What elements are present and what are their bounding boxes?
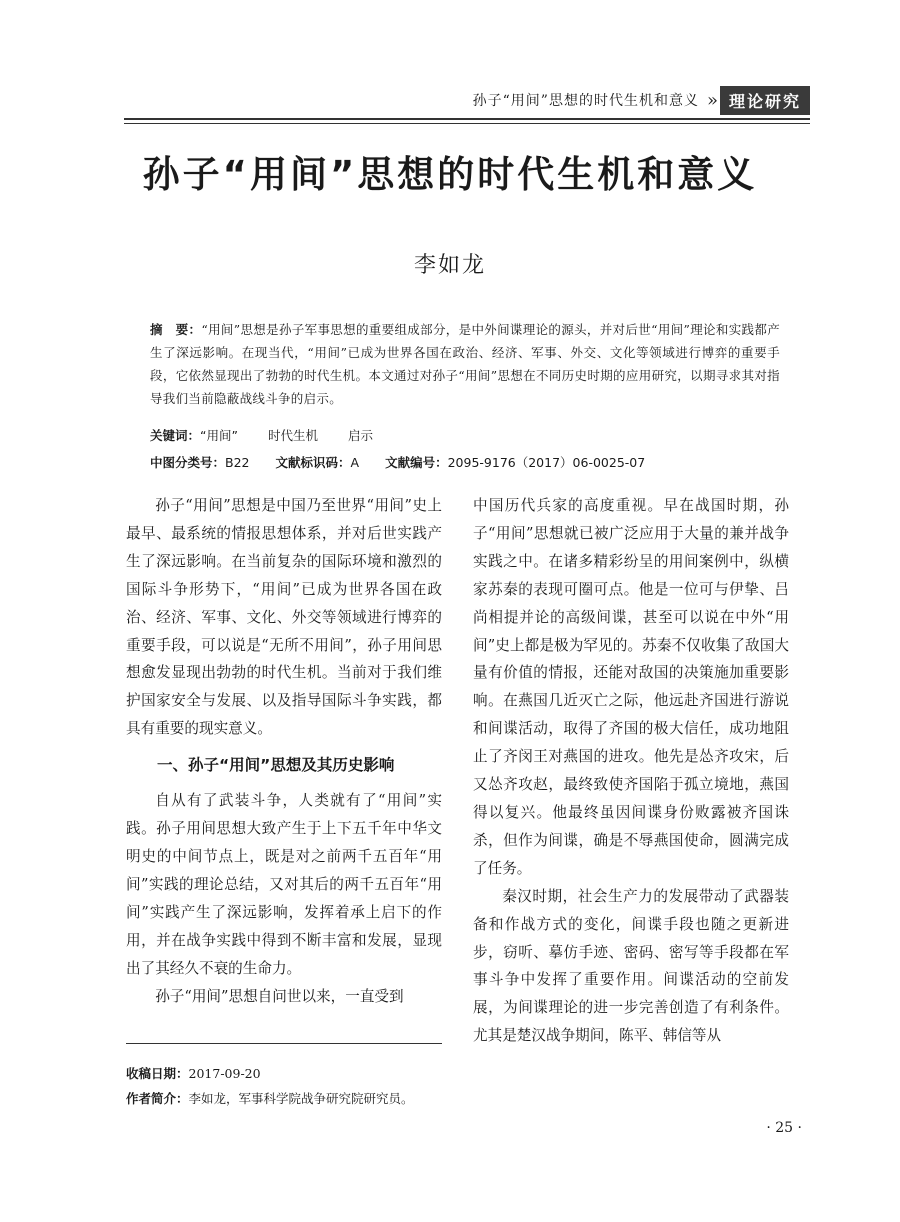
body-paragraph: 孙子“用间”思想自问世以来，一直受到 — [155, 987, 404, 1005]
doc-code-value: A — [350, 455, 360, 470]
author-bio-value: 李如龙，军事科学院战争研究院研究员。 — [188, 1091, 414, 1106]
section-heading: 一、孙子“用间”思想及其历史影响 — [157, 756, 395, 775]
abstract — [150, 318, 780, 410]
abstract-text: “用间”思想是孙子军事思想的重要组成部分，是中外间谍理论的源头，并对后世“用间”理论和实践都产生了深远影响。在现当代，“用间”已成为世界各国在政治、经济、军事、外交、文化等领域进行博弈的重要手段，它依然显现出了勃勃的时代生机。本文通过对孙子“用间”思想在不同历史时期的应用研究，以期寻求其对指导我们当前隐蔽战线斗争的启示。 — [150, 322, 781, 406]
received-label: 收稿日期： — [126, 1066, 189, 1081]
keywords-line — [150, 426, 780, 444]
article-no-label: 文献编号： — [385, 455, 448, 470]
running-title: 孙子“用间”思想的时代生机和意义 — [472, 93, 699, 109]
header-rule-thin — [124, 123, 810, 124]
section-tag: 理论研究 — [720, 86, 810, 115]
classification-line — [150, 453, 780, 471]
keyword: 时代生机 — [267, 428, 318, 443]
received-date-note — [126, 1064, 486, 1082]
body-paragraph: 孙子“用间”思想是中国乃至世界“用间”史上最早、最系统的情报思想体系，并对后世实践产生了深远影响。在当前复杂的国际环境和激烈的国际斗争形势下，“用间”已成为世界各国在政治、经济、军事、文化、外交等领域进行博弈的重要手段，可以说是“无所不用间”，孙子用间思想愈发显现出勃勃的时代生机。当前对于我们维护国家安全与发展、以及指导国际斗争实践，都具有重要的现实意义。 — [126, 497, 442, 738]
keyword: “用间” — [200, 428, 238, 443]
footnote-rule — [126, 1043, 442, 1044]
body-paragraph: 秦汉时期，社会生产力的发展带动了武器装备和作战方式的变化，间谍手段也随之更新进步，窃听、摹仿手迹、密码、密写等手段都在军事斗争中发挥了重要作用。间谍活动的空前发展，为间谍理论的进一步完善创造了有利条件。尤其是楚汉战争期间，陈平、韩信等从 — [473, 887, 789, 1045]
body-paragraph: 自从有了武装斗争，人类就有了“用间”实践。孙子用间思想大致产生于上下五千年中华文明史的中间节点上，既是对之前两千五百年“用间”实践的理论总结，又对其后的两千五百年“用间”实践产生了深远影响，发挥着承上启下的作用，并在战争实践中得到不断丰富和发展，显现出了其经久不衰的生命力。 — [126, 792, 442, 977]
author-bio-label: 作者简介： — [126, 1091, 189, 1106]
doc-code-label: 文献标识码： — [275, 455, 351, 470]
body-column-left — [126, 492, 442, 1010]
keywords-label: 关键词： — [150, 428, 201, 443]
received-value: 2017-09-20 — [188, 1066, 261, 1081]
abstract-label: 摘 要： — [150, 322, 202, 337]
article-title: 孙子“用间”思想的时代生机和意义 — [142, 153, 758, 196]
clc-label: 中图分类号： — [150, 455, 226, 470]
article-no-value: 2095-9176（2017）06-0025-07 — [447, 455, 646, 470]
article-author: 李如龙 — [413, 253, 486, 278]
body-column-right — [473, 492, 789, 1050]
page-number: · 25 · — [766, 1120, 802, 1136]
running-header — [124, 84, 810, 116]
keyword: 启示 — [347, 428, 373, 443]
body-paragraph: 中国历代兵家的高度重视。早在战国时期，孙子“用间”思想就已被广泛应用于大量的兼并战争实践之中。在诸多精彩纷呈的用间案例中，纵横家苏秦的表现可圈可点。他是一位可与伊挚、吕尚相提并论的高级间谍，甚至可以说在中外“用间”史上都是极为罕见的。苏秦不仅收集了敌国大量有价值的情报，还能对敌国的决策施加重要影响。在燕国几近灭亡之际，他远赴齐国进行游说和间谍活动，取得了齐国的极大信任，成功地阻止了齐闵王对燕国的进攻。他先是怂齐攻宋，后又怂齐攻赵，最终致使齐国陷于孤立境地，燕国得以复兴。他最终虽因间谍身份败露被齐国诛杀，但作为间谍，确是不辱燕国使命，圆满完成了任务。 — [473, 497, 789, 877]
clc-value: B22 — [225, 455, 250, 470]
header-rule-thick — [124, 118, 810, 120]
double-chevron-icon: » — [706, 89, 718, 111]
author-bio-note — [126, 1089, 486, 1107]
